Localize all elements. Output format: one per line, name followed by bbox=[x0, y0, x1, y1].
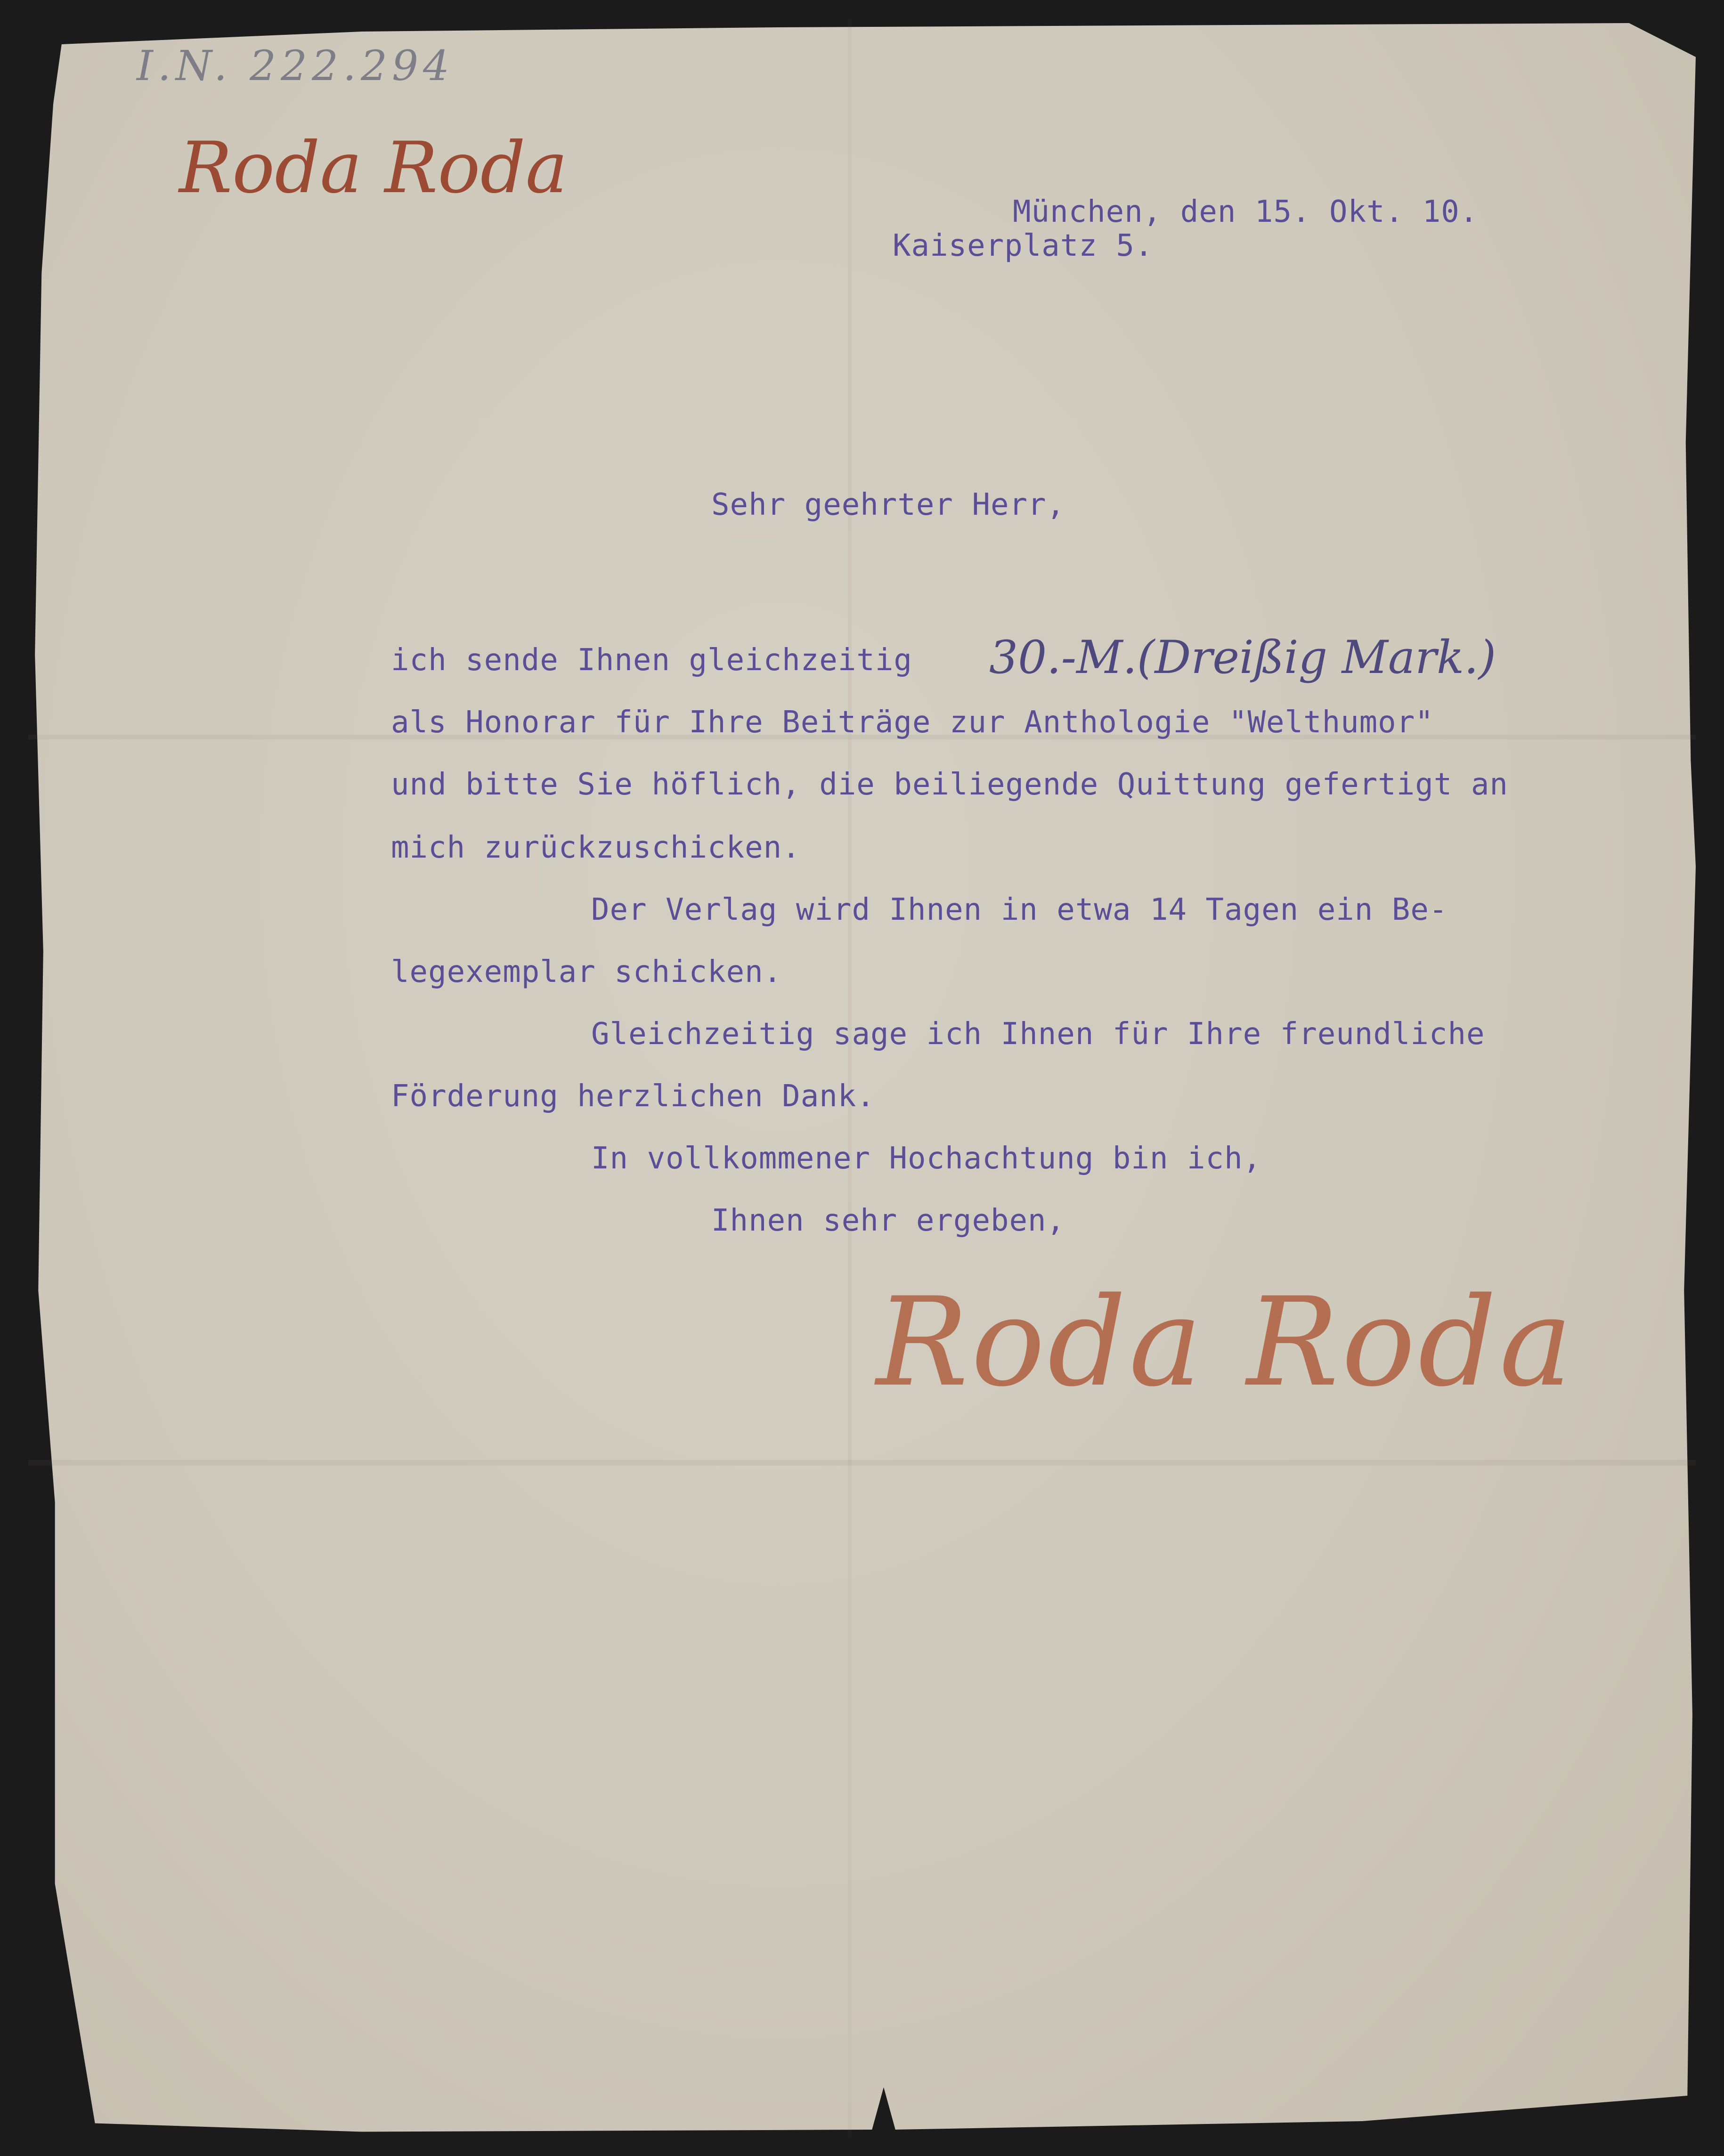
body-line-4: mich zurückzuschicken. bbox=[391, 830, 801, 865]
fold-line bbox=[848, 19, 852, 2138]
body-line-2: als Honorar für Ihre Beiträge zur Anthologie "Welthumor" bbox=[391, 705, 1434, 740]
body-line-1: ich sende Ihnen gleichzeitig bbox=[391, 643, 912, 678]
body-line-7: Gleichzeitig sage ich Ihnen für Ihre freundliche bbox=[591, 1017, 1485, 1052]
handwritten-amount: 30.-M.(Dreißig Mark.) bbox=[989, 631, 1496, 684]
archive-number: I.N. 222.294 bbox=[137, 41, 454, 90]
body-line-3: und bitte Sie höflich, die beiliegende Quittung gefertigt an bbox=[391, 767, 1508, 802]
place-date: München, den 15. Okt. 10. bbox=[1013, 195, 1479, 229]
body-line-6: legexemplar schicken. bbox=[391, 955, 782, 989]
closing-line-2: Ihnen sehr ergeben, bbox=[711, 1203, 1065, 1238]
fold-line bbox=[28, 1460, 1696, 1466]
signature-top: Roda Roda bbox=[179, 127, 568, 209]
salutation: Sehr geehrter Herr, bbox=[711, 487, 1065, 522]
body-line-5: Der Verlag wird Ihnen in etwa 14 Tagen ein Be- bbox=[591, 892, 1448, 927]
address: Kaiserplatz 5. bbox=[893, 228, 1154, 263]
letter-paper bbox=[28, 19, 1696, 2138]
closing-line-1: In vollkommener Hochachtung bin ich, bbox=[591, 1141, 1262, 1176]
body-line-8: Förderung herzlichen Dank. bbox=[391, 1079, 875, 1114]
signature-bottom: Roda Roda bbox=[876, 1272, 1576, 1414]
